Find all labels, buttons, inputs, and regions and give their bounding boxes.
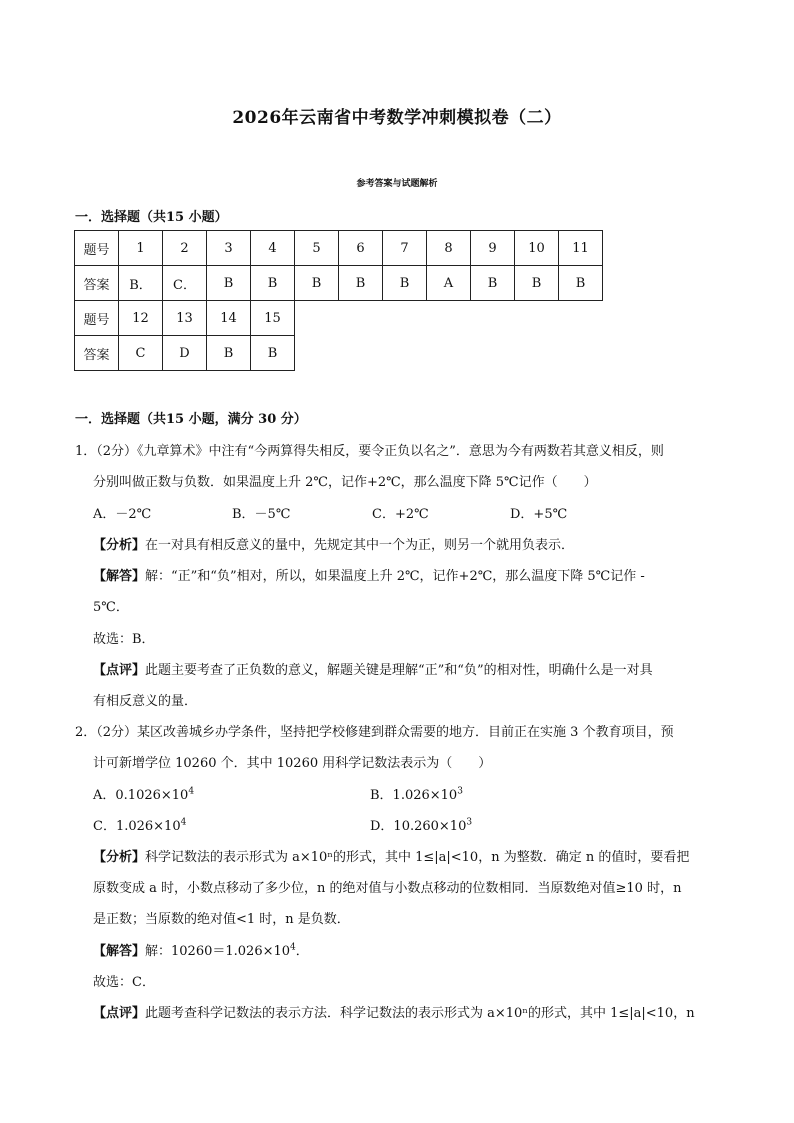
table-cell: B (295, 266, 339, 301)
table-row (75, 231, 603, 266)
table-cell: 3 (207, 231, 251, 266)
table-cell: B (559, 266, 603, 301)
option-exponent: 3 (457, 786, 463, 797)
table-cell: 11 (559, 231, 603, 266)
q2-analysis-line2: 原数变成 a 时，小数点移动了多少位，n 的绝对值与小数点移动的位数相同．当原数绝对值≥10 时，n (93, 881, 682, 896)
q1-analysis (93, 534, 574, 553)
comment-tag: 【点评】 (93, 1006, 146, 1021)
table-cell: B (207, 266, 251, 301)
analysis-tag: 【分析】 (93, 538, 146, 553)
answer-end: ． (295, 944, 309, 959)
answer-text: 解：“正”和“负”相对，所以，如果温度上升 2℃，记作+2℃，那么温度下降 5℃记作 - (145, 569, 645, 584)
table-cell: 2 (163, 231, 207, 266)
q2-analysis-line3: 是正数；当原数的绝对值<1 时，n 是负数． (93, 912, 350, 927)
table-cell: B (339, 266, 383, 301)
table-cell: C． (163, 266, 207, 301)
table-cell: 1 (119, 231, 163, 266)
page-title: 2026年云南省中考数学冲刺模拟卷（二） (232, 108, 562, 128)
option-text: B．1.026×10 (370, 788, 458, 803)
answer-text: 解：10260＝1.026×10 (145, 944, 291, 959)
option-text: C．1.026×10 (93, 819, 181, 834)
q1-option-a: A．－2℃ (93, 507, 152, 522)
table-cell: C (119, 336, 163, 371)
table-cell: D (163, 336, 207, 371)
table-row (75, 336, 295, 371)
table-cell: B (515, 266, 559, 301)
comment-tag: 【点评】 (93, 663, 146, 678)
table-cell: 13 (163, 301, 207, 336)
q2-option-b (370, 784, 463, 803)
table-cell: 题号 (75, 231, 119, 266)
q1-comment-line2: 有相反意义的量． (93, 694, 198, 709)
table-cell: 14 (207, 301, 251, 336)
table-cell: B (251, 336, 295, 371)
analysis-tag: 【分析】 (93, 850, 146, 865)
table-cell: 5 (295, 231, 339, 266)
analysis-text: 在一对具有相反意义的量中，先规定其中一个为正，则另一个就用负表示． (145, 538, 575, 553)
q1-stem-line2: 分别叫做正数与负数．如果温度上升 2℃，记作+2℃，那么温度下降 5℃记作（ ） (93, 475, 597, 490)
q2-stem-line1: 2．（2分）某区改善城乡办学条件，坚持把学校修建到群众需要的地方．目前正在实施 3 个教育项目，预 (75, 725, 674, 740)
table-row (75, 266, 603, 301)
table-cell: 15 (251, 301, 295, 336)
answer-table-2 (74, 300, 295, 371)
table-cell: B． (119, 266, 163, 301)
option-text: A．0.1026×10 (93, 788, 189, 803)
option-exponent: 4 (180, 817, 187, 828)
table-cell: 9 (471, 231, 515, 266)
table-cell: 12 (119, 301, 163, 336)
table-cell: B (383, 266, 427, 301)
table-cell: 题号 (75, 301, 119, 336)
option-text: D．10.260×10 (370, 819, 467, 834)
q1-option-b: B．－5℃ (232, 507, 291, 522)
q1-comment (93, 659, 653, 678)
q1-answer (93, 565, 645, 584)
table-cell: B (251, 266, 295, 301)
table-row (75, 301, 295, 336)
q2-comment (93, 1002, 695, 1021)
option-exponent: 3 (466, 817, 473, 828)
q2-choice: 故选：C． (93, 975, 155, 990)
q1-answer-line2: 5℃． (93, 600, 129, 615)
answer-exponent: 4 (290, 942, 296, 953)
q2-option-c (93, 815, 186, 834)
table-cell: 6 (339, 231, 383, 266)
table-cell: B (471, 266, 515, 301)
answer-table-1 (74, 230, 603, 301)
option-exponent: 4 (188, 786, 195, 797)
table-cell: B (207, 336, 251, 371)
answer-tag: 【解答】 (93, 944, 146, 959)
q1-option-c: C．+2℃ (372, 507, 429, 522)
comment-text: 此题主要考查了正负数的意义，解题关键是理解“正”和“负”的相对性，明确什么是一对具 (145, 663, 653, 678)
table-cell: 答案 (75, 266, 119, 301)
table-cell: 答案 (75, 336, 119, 371)
q2-analysis (93, 846, 689, 865)
q2-option-d (370, 815, 472, 834)
section-heading: 一．选择题（共15 小题） (75, 210, 228, 225)
table-cell: 10 (515, 231, 559, 266)
table-cell: A (427, 266, 471, 301)
q1-option-d: D．+5℃ (510, 507, 568, 522)
q2-stem-line2: 计可新增学位 10260 个．其中 10260 用科学记数法表示为（ ） (93, 756, 492, 771)
q2-option-a (93, 784, 194, 803)
q1-stem-line1: 1．（2分）《九章算术》中注有“今两算得失相反，要令正负以名之”．意思为今有两数若其意义相反，则 (75, 444, 664, 459)
table-cell: 4 (251, 231, 295, 266)
table-cell: 8 (427, 231, 471, 266)
table-cell: 7 (383, 231, 427, 266)
section-heading: 一．选择题（共15 小题，满分 30 分） (75, 412, 307, 427)
answer-tag: 【解答】 (93, 569, 146, 584)
comment-text: 此题考查科学记数法的表示方法．科学记数法的表示形式为 a×10ⁿ的形式，其中 1≤|a|<10，n (145, 1006, 695, 1021)
q2-answer (93, 940, 309, 959)
analysis-text: 科学记数法的表示形式为 a×10ⁿ的形式，其中 1≤|a|<10，n 为整数．确定 n 的值时，要看把 (145, 850, 690, 865)
q1-choice: 故选：B． (93, 632, 155, 647)
page-subtitle: 参考答案与试题解析 (356, 179, 438, 189)
